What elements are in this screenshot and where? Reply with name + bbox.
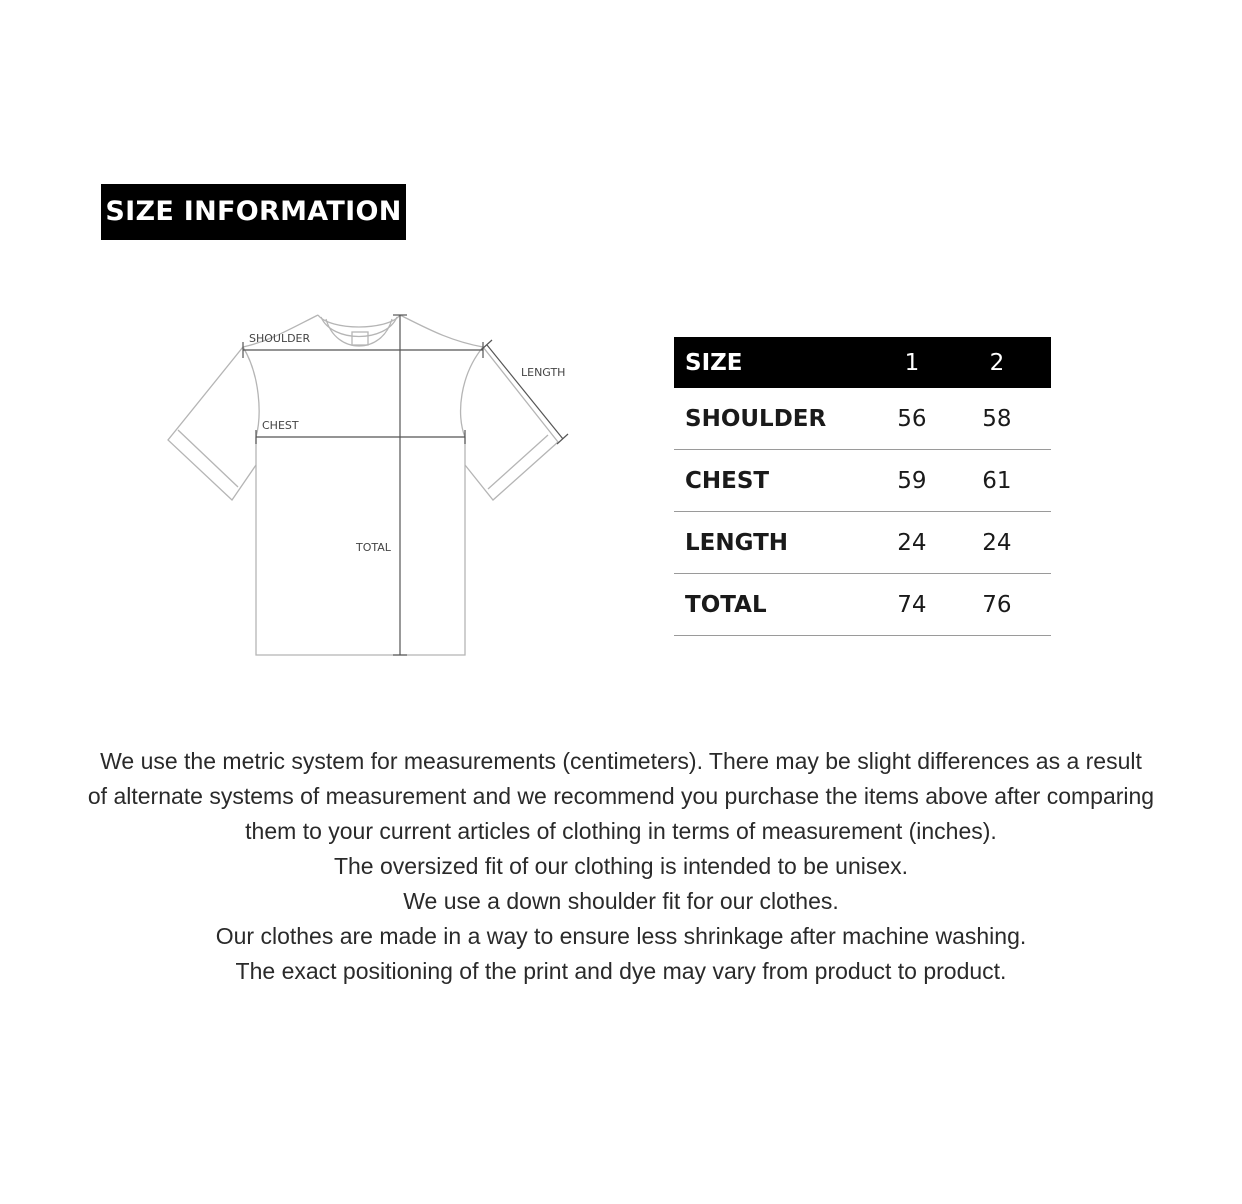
row-value-size-2: 58 — [943, 388, 1051, 450]
tshirt-measurement-diagram — [160, 305, 580, 665]
header-size-2: 2 — [943, 337, 1051, 388]
row-value-size-1: 74 — [881, 574, 943, 636]
row-value-size-1: 59 — [881, 450, 943, 512]
tshirt-outline — [168, 315, 558, 655]
row-value-size-2: 61 — [943, 450, 1051, 512]
table-row-chest — [674, 450, 1051, 512]
length-measure-line — [487, 345, 566, 439]
row-value-size-1: 56 — [881, 388, 943, 450]
diagram-label-total: TOTAL — [356, 541, 391, 554]
size-notes — [30, 744, 1212, 989]
row-value-size-2: 24 — [943, 512, 1051, 574]
note-line: The exact positioning of the print and dye may vary from product to product. — [235, 958, 1007, 984]
row-label: CHEST — [674, 450, 881, 512]
note-line: We use the metric system for measurements (centimeters). There may be slight differences as a result — [100, 748, 1142, 774]
diagram-label-chest: CHEST — [262, 419, 299, 432]
note-line: Our clothes are made in a way to ensure less shrinkage after machine washing. — [215, 923, 1027, 949]
row-value-size-1: 24 — [881, 512, 943, 574]
header-size-1: 1 — [881, 337, 943, 388]
row-label: TOTAL — [674, 574, 881, 636]
size-table-header-row — [674, 337, 1051, 388]
row-label: LENGTH — [674, 512, 881, 574]
tshirt-outline-svg — [160, 305, 580, 665]
note-line: The oversized fit of our clothing is intended to be unisex. — [333, 853, 909, 879]
header-size: SIZE — [674, 337, 881, 388]
size-chart-table — [674, 337, 1051, 636]
size-information-title: SIZE INFORMATION — [101, 184, 406, 240]
measurement-lines — [243, 315, 568, 655]
row-label: SHOULDER — [674, 388, 881, 450]
table-row-total — [674, 574, 1051, 636]
table-row-shoulder — [674, 388, 1051, 450]
table-row-length — [674, 512, 1051, 574]
note-line: We use a down shoulder fit for our clothes. — [403, 888, 839, 914]
row-value-size-2: 76 — [943, 574, 1051, 636]
note-line: them to your current articles of clothing in terms of measurement (inches). — [245, 818, 997, 844]
diagram-label-length: LENGTH — [521, 366, 566, 379]
note-line: of alternate systems of measurement and we recommend you purchase the items above after comparing — [87, 783, 1155, 809]
diagram-label-shoulder: SHOULDER — [249, 332, 311, 345]
